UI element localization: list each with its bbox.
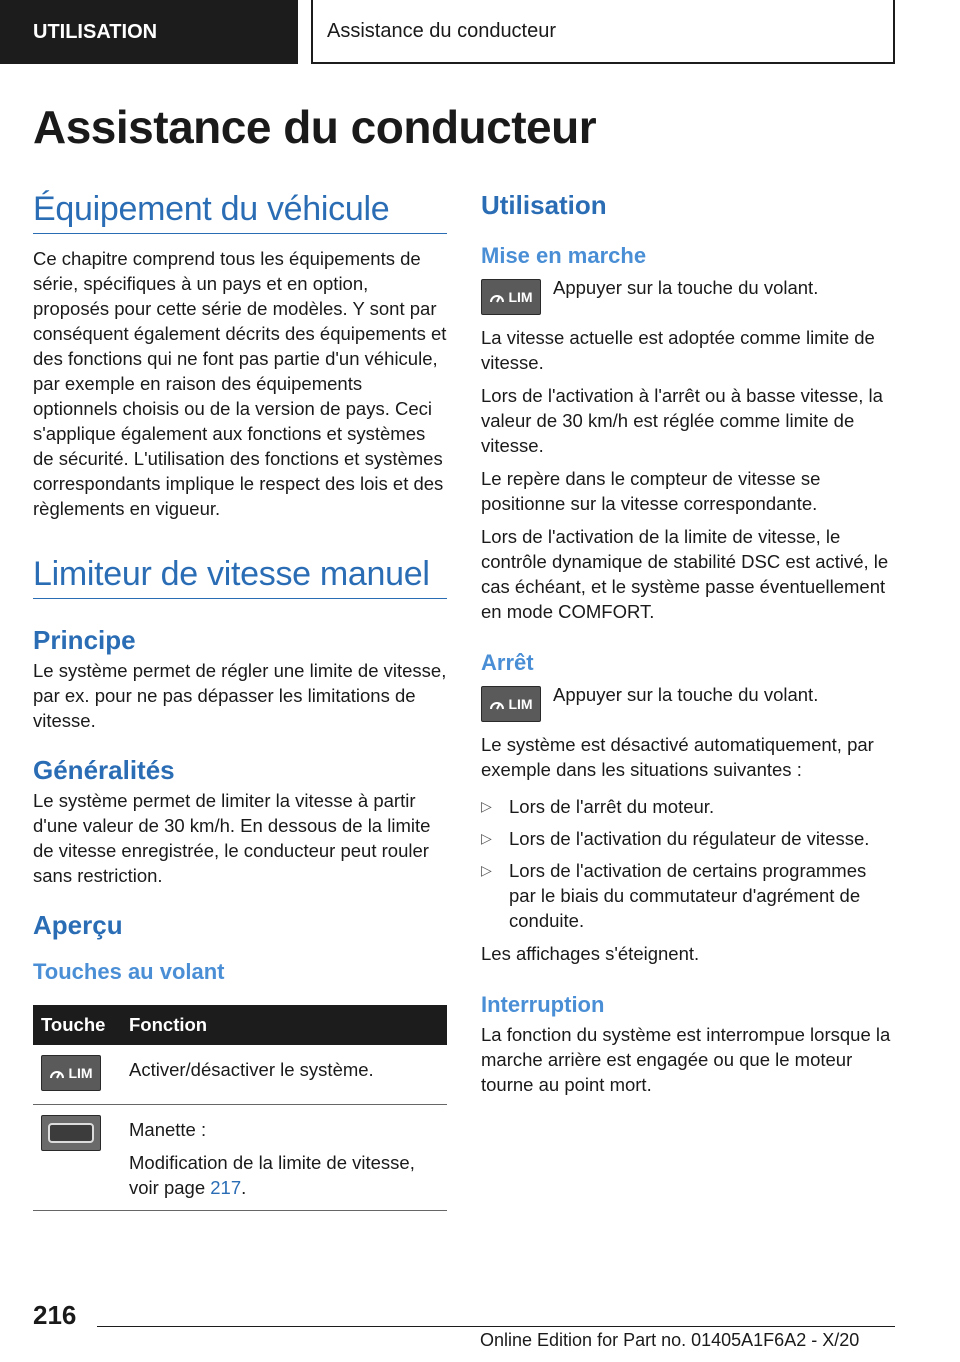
- list-item: ▷ Lors de l'arrêt du moteur.: [481, 796, 715, 817]
- lim-label: LIM: [508, 696, 533, 712]
- mise-en-marche-p4: Lors de l'activation de la limite de vitesse, le contrôle dynamique de stabilité DSC est activé, le cas échéant, et le système passe éventuellement en mode COMFORT.: [481, 526, 889, 622]
- page-link[interactable]: 217: [210, 1177, 242, 1198]
- interruption-p1: La fonction du système est interrompue lorsque la marche arrière est engagée ou que le moteur tourne au point mort.: [481, 1024, 891, 1095]
- arret-p2: Les affichages s'éteignent.: [481, 943, 700, 964]
- triangle-bullet-icon: ▷: [481, 862, 492, 878]
- mise-en-marche-p1: La vitesse actuelle est adoptée comme limite de vitesse.: [481, 327, 875, 373]
- triangle-bullet-icon: ▷: [481, 798, 492, 814]
- gauge-icon: [49, 1066, 65, 1080]
- list-item: ▷ Lors de l'activation de certains programmes par le biais du commutateur d'agrément de conduite.: [481, 860, 867, 931]
- lim-button-icon: [41, 1055, 101, 1091]
- arret-p1: Le système est désactivé automatiquement, par exemple dans les situations suivantes :: [481, 734, 874, 780]
- principe-text: Le système permet de régler une limite de vitesse, par ex. pour ne pas dépasser les limitations de vitesse.: [33, 660, 447, 731]
- lim-label: LIM: [508, 289, 533, 305]
- lim-button-icon: [481, 279, 541, 315]
- footer-divider: [97, 1326, 895, 1327]
- page-title: Assistance du conducteur: [33, 101, 597, 153]
- lim-button-icon: [481, 686, 541, 722]
- heading-interruption: Interruption: [481, 992, 605, 1017]
- right-column: [481, 190, 893, 1105]
- table-row: [33, 1045, 447, 1105]
- header-chapter-label: Assistance du conducteur: [327, 19, 557, 42]
- table-cell-fonction: [121, 1105, 447, 1211]
- page-number: 216: [33, 1300, 77, 1330]
- gauge-icon: [489, 697, 505, 711]
- table-row: [33, 1105, 447, 1211]
- mise-en-marche-icon-row: [481, 279, 893, 315]
- list-item: ▷ Lors de l'activation du régulateur de vitesse.: [481, 828, 870, 849]
- mise-en-marche-p3: Le repère dans le compteur de vitesse se positionne sur la vitesse correspondante.: [481, 468, 821, 514]
- heading-apercu: Aperçu: [33, 910, 123, 940]
- arret-icon-text: Appuyer sur la touche du volant.: [553, 684, 819, 705]
- table-header-row: [33, 1005, 447, 1045]
- row2-text: Manette :: [129, 1119, 207, 1140]
- heading-equipement: Équipement du véhicule: [33, 190, 447, 234]
- heading-limiteur: Limiteur de vitesse manuel: [33, 555, 447, 599]
- lim-label: LIM: [68, 1065, 93, 1081]
- heading-mise-en-marche: Mise en marche: [481, 243, 647, 268]
- footer-edition: Online Edition for Part no. 01405A1F6A2 - X/20: [480, 1330, 860, 1350]
- table-cell-touche: [33, 1105, 121, 1211]
- mise-en-marche-p2: Lors de l'activation à l'arrêt ou à basse vitesse, la valeur de 30 km/h est réglée comme limite de vitesse.: [481, 385, 883, 456]
- table-cell-fonction: [121, 1045, 447, 1105]
- heading-arret: Arrêt: [481, 650, 534, 675]
- table-header-touche: Touche: [33, 1005, 121, 1045]
- header-section-label: UTILISATION: [33, 20, 158, 43]
- left-column: [33, 190, 447, 1211]
- table-cell-touche: [33, 1045, 121, 1105]
- gauge-icon: [489, 290, 505, 304]
- heading-touches: Touches au volant: [33, 959, 225, 984]
- arret-icon-row: [481, 686, 893, 722]
- touches-table: [33, 1005, 447, 1211]
- generalites-text: Le système permet de limiter la vitesse à partir d'une valeur de 30 km/h. En dessous de la limite de vitesse enregistrée, le conducteur peut rouler sans restriction.: [33, 790, 431, 886]
- row1-text: Activer/désactiver le système.: [129, 1059, 374, 1080]
- heading-utilisation: Utilisation: [481, 190, 607, 220]
- row2-text2: Modification de la limite de vitesse, voir page 217.: [129, 1152, 415, 1198]
- table-header-fonction: Fonction: [121, 1005, 447, 1045]
- mise-en-marche-icon-text: Appuyer sur la touche du volant.: [553, 277, 819, 298]
- equipement-text: Ce chapitre comprend tous les équipements de série, spécifiques à un pays et en option, proposés pour cette série de modèles. Y sont par conséquent également décrits des équipements et des fonctions qui ne font pas partie d'un véhicule, par exemple en raison des équipements optionnels choisis ou de la version de pays. Ceci s'applique également aux fonctions et systèmes de sécurité. L'utilisation des fonctions et systèmes correspondants implique le respect des lois et des règlements en vigueur.: [33, 248, 447, 519]
- triangle-bullet-icon: ▷: [481, 830, 492, 846]
- header-section: [0, 0, 298, 64]
- heading-generalites: Généralités: [33, 755, 175, 785]
- arret-list: [481, 794, 893, 933]
- lever-icon: [41, 1115, 101, 1151]
- heading-principe: Principe: [33, 625, 136, 655]
- header-chapter: [311, 0, 895, 64]
